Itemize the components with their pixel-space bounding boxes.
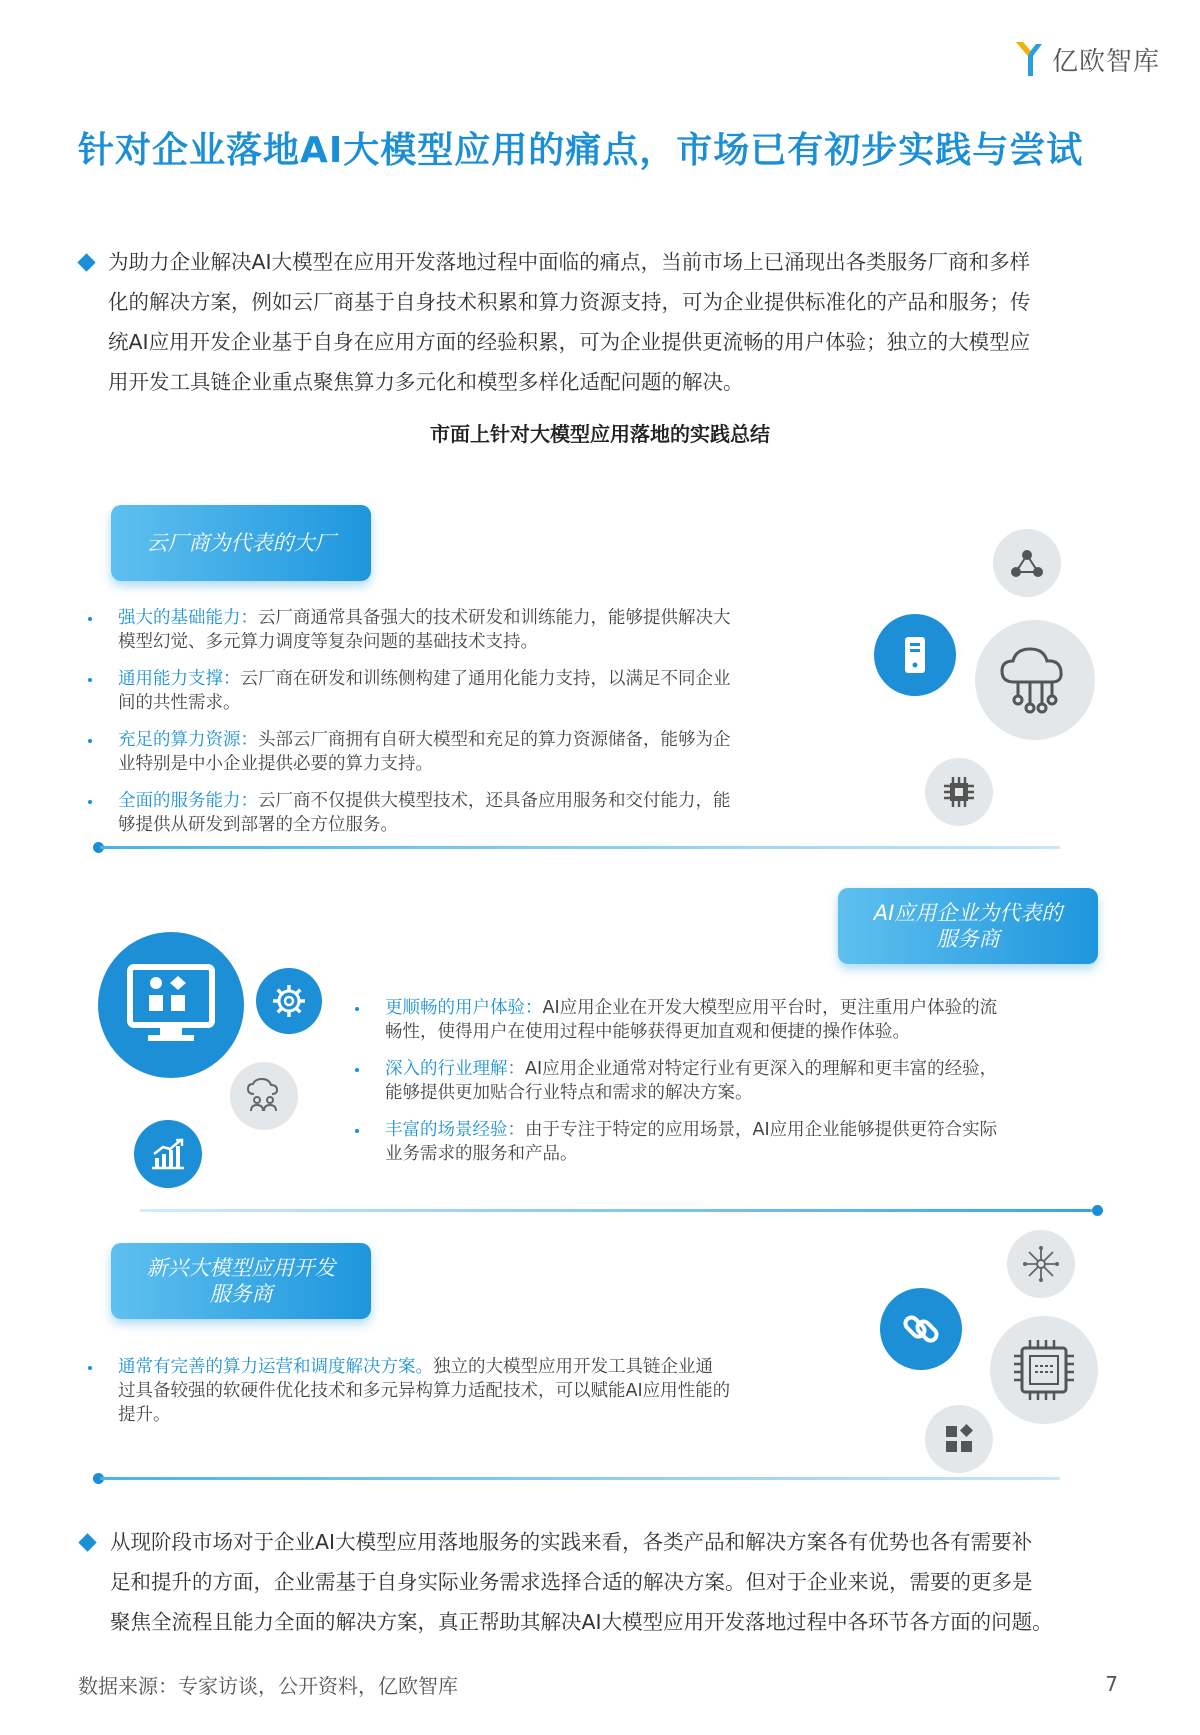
bullet-dot-icon [88, 1366, 92, 1370]
list-item [88, 728, 848, 776]
data-source: 数据来源：专家访谈，公开资料，亿欧智库 [78, 1674, 458, 1698]
conclusion-paragraph [110, 1522, 1150, 1642]
label-line: 服务商 [936, 927, 1000, 951]
list-item [88, 667, 848, 715]
bullet-dot-icon [355, 1068, 359, 1072]
bullet-key: 更顺畅的用户体验： [385, 998, 543, 1018]
conclusion-line: 聚焦全流程且能力全面的解决方案，真正帮助其解决AI大模型应用开发落地过程中各环节各方面的问题。 [110, 1610, 1053, 1634]
page-title: 针对企业落地AI大模型应用的痛点，市场已有初步实践与尝试 [78, 130, 1084, 171]
bullet-dot-icon [355, 1007, 359, 1011]
bullet-text: 云厂商在研发和训练侧构建了通用化能力支持，以满足不同企业 [240, 669, 731, 689]
bullet-text: 头部云厂商拥有自研大模型和充足的算力资源储备，能够为企 [258, 730, 731, 750]
page-number: 7 [1105, 1672, 1118, 1696]
bullet-dot-icon [355, 1129, 359, 1133]
list-item [355, 1057, 1115, 1105]
bullet-dot-icon [88, 678, 92, 682]
bullet-text: 模型幻觉、多元算力调度等复杂问题的基础技术支持。 [118, 632, 538, 652]
network-icon [993, 529, 1061, 597]
bullet-key: 深入的行业理解： [385, 1059, 525, 1079]
intro-line: 统AI应用开发企业基于自身在应用方面的经验积累，可为企业提供更流畅的用户体验；独立的大模型应 [108, 330, 1031, 354]
intro-line: 化的解决方案，例如云厂商基于自身技术积累和算力资源支持，可为企业提供标准化的产品和服务；传 [108, 290, 1031, 314]
bullet-text: 提升。 [118, 1405, 171, 1425]
section-divider [140, 1209, 1092, 1212]
section-label-text [874, 900, 1063, 952]
list-item [355, 996, 1115, 1044]
label-line: 服务商 [209, 1282, 273, 1306]
intro-bullet-icon [77, 253, 95, 271]
bar-chart-icon [134, 1120, 202, 1188]
section-label-ai-app-vendors [838, 888, 1098, 964]
bullet-text: AI应用企业在开发大模型应用平台时，更注重用户体验的流 [542, 998, 998, 1018]
bullet-dot-icon [88, 739, 92, 743]
bullet-text: 够提供从研发到部署的全方位服务。 [118, 815, 398, 835]
section-divider [100, 1477, 1060, 1480]
conclusion-bullet-icon [78, 1533, 96, 1551]
bullet-text: 独立的大模型应用开发工具链企业通 [433, 1357, 713, 1377]
list-item [355, 1118, 1115, 1166]
section-3-bullets [88, 1355, 848, 1440]
section-label-text: 云厂商为代表的大厂 [146, 531, 336, 555]
list-item [88, 789, 848, 837]
cloud-computing-icon [975, 620, 1095, 740]
bullet-text: 业特别是中小企业提供必要的算力支持。 [118, 754, 433, 774]
bullet-key: 充足的算力资源： [118, 730, 258, 750]
bullet-text: 业务需求的服务和产品。 [385, 1144, 578, 1164]
section-label-cloud-vendors [111, 505, 371, 581]
bullet-text: 能够提供更加贴合行业特点和需求的解决方案。 [385, 1083, 753, 1103]
section-label-text [147, 1255, 336, 1307]
chip-icon [925, 758, 993, 826]
section-divider [100, 846, 1060, 849]
bullet-dot-icon [88, 800, 92, 804]
bullet-key: 通用能力支撑： [118, 669, 241, 689]
intro-paragraph [108, 242, 1128, 402]
apps-icon [925, 1405, 993, 1473]
divider-dot [1092, 1205, 1103, 1216]
list-item [88, 1355, 848, 1427]
network-node-icon [1007, 1230, 1075, 1298]
conclusion-line: 足和提升的方面，企业需基于自身实际业务需求选择合适的解决方案。但对于企业来说，需要的更多是 [110, 1570, 1033, 1594]
bullet-text: 间的共性需求。 [118, 693, 241, 713]
intro-line: 为助力企业解决AI大模型在应用开发落地过程中面临的痛点，当前市场上已涌现出各类服务厂商和多样 [108, 250, 1031, 274]
bullet-text: 过具备较强的软硬件优化技术和多元异构算力适配技术，可以赋能AI应用性能的 [118, 1381, 731, 1401]
monitor-dashboard-icon [98, 932, 244, 1078]
intro-line: 用开发工具链企业重点聚焦算力多元化和模型多样化适配问题的解决。 [108, 370, 744, 394]
bullet-text: 畅性，使得用户在使用过程中能够获得更加直观和便捷的操作体验。 [385, 1022, 910, 1042]
conclusion-line: 从现阶段市场对于企业AI大模型应用落地服务的实践来看，各类产品和解决方案各有优势也各有需要补 [110, 1530, 1033, 1554]
bullet-key: 全面的服务能力： [118, 791, 258, 811]
label-line: 新兴大模型应用开发 [146, 1256, 336, 1280]
bullet-key: 强大的基础能力： [118, 608, 258, 628]
gear-icon [256, 968, 322, 1034]
logo-mark-icon [1014, 40, 1044, 78]
bullet-text: 云厂商通常具备强大的技术研发和训练能力，能够提供解决大 [258, 608, 731, 628]
bullet-key: 通常有完善的算力运营和调度解决方案。 [118, 1357, 433, 1377]
label-line: AI应用企业为代表的 [873, 901, 1063, 925]
bullet-text: 由于专注于特定的应用场景，AI应用企业能够提供更符合实际 [525, 1120, 998, 1140]
cloud-users-icon [230, 1062, 298, 1130]
link-icon [880, 1288, 962, 1370]
bullet-dot-icon [88, 617, 92, 621]
server-icon [874, 614, 956, 696]
brand-logo [1014, 40, 1160, 78]
bullet-key: 丰富的场景经验： [385, 1120, 525, 1140]
section-label-emerging-vendors [111, 1243, 371, 1319]
bullet-text: AI应用企业通常对特定行业有更深入的理解和更丰富的经验， [525, 1059, 998, 1079]
section-2-bullets [355, 996, 1115, 1179]
bullet-text: 云厂商不仅提供大模型技术，还具备应用服务和交付能力，能 [258, 791, 731, 811]
logo-text: 亿欧智库 [1051, 46, 1160, 77]
figure-title: 市面上针对大模型应用落地的实践总结 [430, 422, 770, 446]
section-1-bullets [88, 606, 848, 850]
processor-icon [990, 1316, 1098, 1424]
list-item [88, 606, 848, 654]
